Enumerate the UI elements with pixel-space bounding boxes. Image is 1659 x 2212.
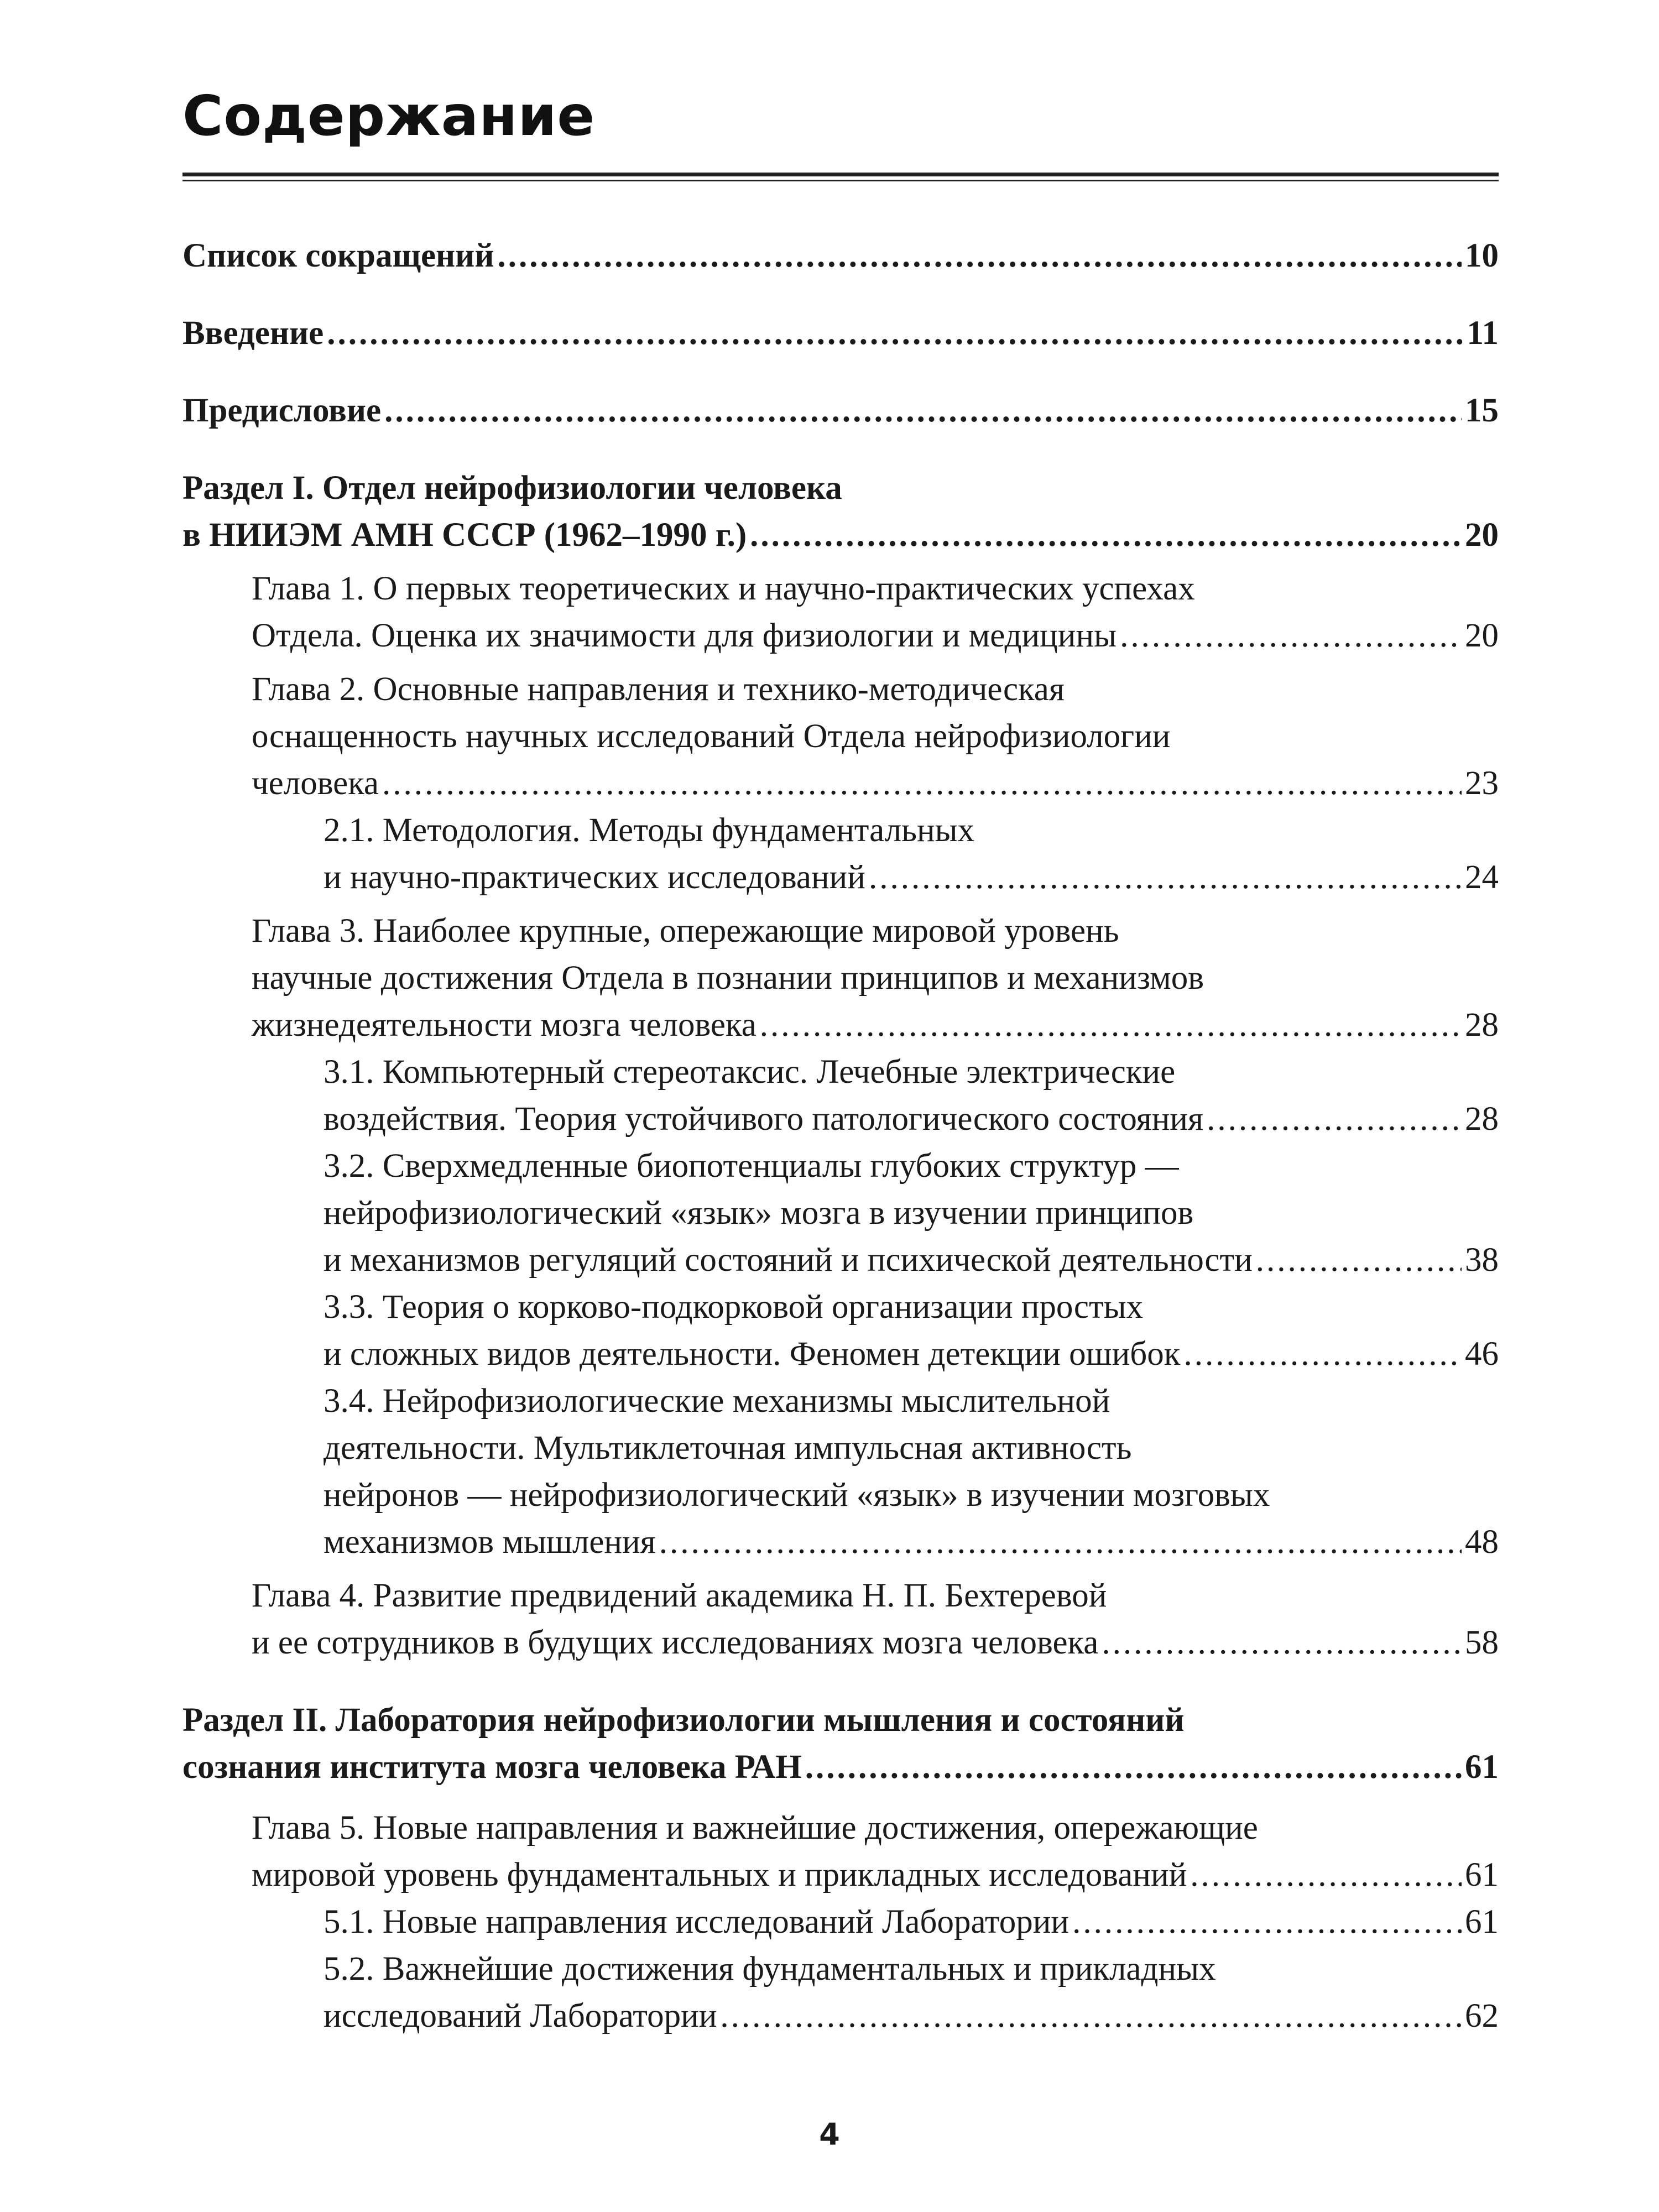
toc-entry-line xyxy=(182,512,1499,559)
toc-entry xyxy=(182,1572,1499,1666)
toc-entry-line xyxy=(324,1331,1499,1378)
toc-entry-text: жизнедеятельности мозга человека xyxy=(252,1006,757,1044)
toc-entry-line: оснащенность научных исследований Отдела нейрофизиологии xyxy=(252,718,1171,755)
toc-entry xyxy=(182,387,1499,434)
toc-entry xyxy=(182,1048,1499,1142)
dot-leader xyxy=(1190,1851,1462,1898)
toc-page-number: 23 xyxy=(1465,765,1499,802)
toc-entry-line: 3.1. Компьютерный стереотаксис. Лечебные электрические xyxy=(324,1053,1176,1091)
toc-entry-line xyxy=(324,1095,1499,1142)
toc-entry-text: и научно-практических исследований xyxy=(324,859,865,896)
toc-entry-line: 2.1. Методология. Методы фундаментальных xyxy=(324,812,975,849)
toc-page-number: 11 xyxy=(1467,315,1499,352)
toc-entry xyxy=(182,310,1499,357)
toc-entry-line xyxy=(182,310,1499,357)
toc-page-number: 61 xyxy=(1465,1749,1499,1786)
dot-leader xyxy=(659,1519,1462,1566)
toc-entry-text: Отдела. Оценка их значимости для физиологии и медицины xyxy=(252,617,1117,654)
dot-leader xyxy=(384,387,1462,434)
toc-page-number: 15 xyxy=(1465,392,1499,429)
toc-entry-line xyxy=(182,1744,1499,1791)
toc-page-number: 10 xyxy=(1465,237,1499,274)
toc-entry xyxy=(182,565,1499,659)
toc-entry-text: 5.1. Новые направления исследований Лаборатории xyxy=(324,1903,1070,1940)
dot-leader xyxy=(327,310,1463,357)
toc-entry-line xyxy=(324,854,1499,901)
toc-entry-text: сознания института мозга человека РАН xyxy=(182,1749,802,1786)
toc-entry xyxy=(182,907,1499,1048)
dot-leader xyxy=(1207,1095,1462,1142)
toc-entry-line: Раздел II. Лаборатория нейрофизиологии мышления и состояний xyxy=(182,1702,1185,1739)
toc-entry xyxy=(182,1284,1499,1378)
toc-page-number: 24 xyxy=(1465,859,1499,896)
dot-leader xyxy=(869,854,1462,901)
toc-entry-line xyxy=(252,1619,1499,1666)
dot-leader xyxy=(720,1992,1462,2039)
toc-entry-line: 3.2. Сверхмедленные биопотенциалы глубоких структур — xyxy=(324,1147,1179,1185)
dot-leader xyxy=(1102,1619,1462,1666)
toc-entry-text: человека xyxy=(252,765,379,802)
toc-entry-text: и механизмов регуляций состояний и психической деятельности xyxy=(324,1241,1253,1279)
toc-page-number: 38 xyxy=(1465,1241,1499,1279)
toc-page-number: 62 xyxy=(1465,1997,1499,2034)
toc-entry xyxy=(182,232,1499,279)
toc-entry xyxy=(182,1898,1499,1945)
toc-entry-line: деятельности. Мультиклеточная импульсная активность xyxy=(324,1430,1132,1467)
toc-entry-text: Предисловие xyxy=(182,392,382,429)
toc-entry xyxy=(182,1804,1499,1898)
toc-entry-line: 3.4. Нейрофизиологические механизмы мыслительной xyxy=(324,1383,1110,1420)
toc-entry xyxy=(182,1945,1499,2039)
toc-entry-text: Список сокращений xyxy=(182,237,494,274)
toc-entry-text: мировой уровень фундаментальных и прикладных исследований xyxy=(252,1856,1187,1893)
toc-entry-line xyxy=(252,1001,1499,1048)
toc-page-number: 28 xyxy=(1465,1100,1499,1138)
toc-entry-text: исследований Лаборатории xyxy=(324,1997,717,2034)
dot-leader xyxy=(750,512,1462,559)
toc-page-number: 20 xyxy=(1465,617,1499,654)
toc-entry-line: научные достижения Отдела в познании принципов и механизмов xyxy=(252,959,1204,997)
toc-entry-line xyxy=(182,387,1499,434)
toc-page-number: 28 xyxy=(1465,1006,1499,1044)
toc-entry-line: нейрофизиологический «язык» мозга в изучении принципов xyxy=(324,1194,1194,1232)
title-rule-thin xyxy=(182,180,1499,181)
toc-entry-line: Глава 4. Развитие предвидений академика Н. П. Бехтеревой xyxy=(252,1577,1107,1614)
toc-entry xyxy=(182,1378,1499,1566)
toc-entry-line xyxy=(252,612,1499,659)
dot-leader xyxy=(760,1001,1462,1048)
toc-page-number: 48 xyxy=(1465,1524,1499,1561)
dot-leader xyxy=(497,232,1462,279)
table-of-contents xyxy=(182,232,1499,2039)
toc-page-number: 58 xyxy=(1465,1624,1499,1661)
toc-entry-line xyxy=(252,760,1499,807)
dot-leader xyxy=(1256,1237,1462,1284)
toc-entry-line: Глава 5. Новые направления и важнейшие достижения, опережающие xyxy=(252,1809,1258,1846)
dot-leader xyxy=(1120,612,1462,659)
toc-entry-line: нейронов — нейрофизиологический «язык» в изучении мозговых xyxy=(324,1477,1270,1514)
toc-entry-line: Глава 1. О первых теоретических и научно-практических успехах xyxy=(252,570,1195,607)
toc-entry-line: Глава 3. Наиболее крупные, опережающие мировой уровень xyxy=(252,912,1119,950)
dot-leader xyxy=(1183,1331,1462,1378)
toc-entry-line: Глава 2. Основные направления и технико-методическая xyxy=(252,671,1065,708)
dot-leader xyxy=(382,760,1462,807)
toc-entry xyxy=(182,807,1499,901)
toc-entry-line: 3.3. Теория о корково-подкорковой организации простых xyxy=(324,1288,1144,1326)
toc-entry-line xyxy=(182,232,1499,279)
toc-entry-line xyxy=(324,1898,1499,1945)
dot-leader xyxy=(1072,1898,1462,1945)
toc-entry-line xyxy=(324,1519,1499,1566)
toc-entry-line xyxy=(252,1851,1499,1898)
toc-entry-line xyxy=(324,1237,1499,1284)
title-rule-thick xyxy=(182,173,1499,176)
toc-entry-text: и сложных видов деятельности. Феномен детекции ошибок xyxy=(324,1335,1181,1373)
toc-entry-text: и ее сотрудников в будущих исследованиях мозга человека xyxy=(252,1624,1099,1661)
toc-entry-line: 5.2. Важнейшие достижения фундаментальных и прикладных xyxy=(324,1950,1216,1987)
dot-leader xyxy=(805,1744,1462,1791)
toc-entry-text: в НИИЭМ АМН СССР (1962–1990 г.) xyxy=(182,517,747,554)
page-title: Содержание xyxy=(182,84,596,148)
toc-entry xyxy=(182,1697,1499,1791)
page-number: 4 xyxy=(819,2117,840,2152)
toc-entry xyxy=(182,465,1499,559)
toc-entry-line: Раздел I. Отдел нейрофизиологии человека xyxy=(182,469,842,507)
toc-entry-line xyxy=(324,1992,1499,2039)
toc-page-number: 46 xyxy=(1465,1335,1499,1373)
toc-page-number: 61 xyxy=(1465,1856,1499,1893)
toc-entry xyxy=(182,666,1499,807)
toc-entry xyxy=(182,1142,1499,1284)
toc-entry-text: Введение xyxy=(182,315,324,352)
toc-entry-text: механизмов мышления xyxy=(324,1524,656,1561)
toc-entry-text: воздействия. Теория устойчивого патологического состояния xyxy=(324,1100,1204,1138)
toc-page-number: 20 xyxy=(1465,517,1499,554)
toc-page-number: 61 xyxy=(1465,1903,1499,1940)
